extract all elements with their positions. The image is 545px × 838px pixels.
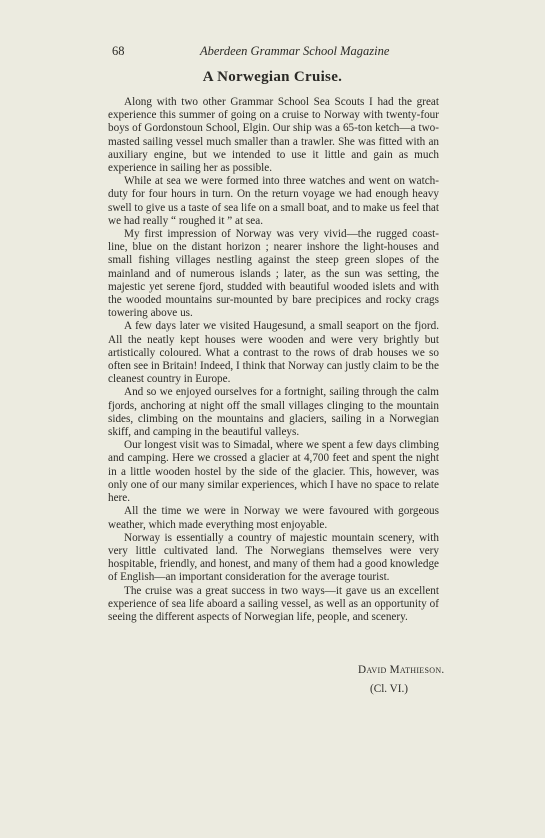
author-signature: David Mathieson. xyxy=(358,664,445,676)
paragraph: A few days later we visited Haugesund, a small seaport on the fjord. All the neatly kept houses were wooden and were very brightly but artistically coloured. What a contrast to the rows of drab houses we so often see in Britain! Indeed, I think that Norway can justly claim to be the cleanest country in Europe. xyxy=(108,320,439,386)
page-number: 68 xyxy=(112,44,125,58)
paragraph: My first impression of Norway was very vivid—the rugged coast-line, blue on the distant horizon ; nearer inshore the light-houses and small fishing villages nestling against the steep green slopes of the mainland and of numerous islands ; later, as the sun was setting, the majestic yet serene fjord, studded with beautiful wooded islets and with the wooded mountains sur-mounted by bare precipices and rocky crags towering above us. xyxy=(108,228,439,320)
paragraph: And so we enjoyed ourselves for a fortnight, sailing through the calm fjords, anchoring at night off the small villages clinging to the mountain sides, climbing on the mountains and glaciers, sailing in a Norwegian skiff, and camping in the beautiful valleys. xyxy=(108,386,439,439)
running-title: Aberdeen Grammar School Magazine xyxy=(200,44,390,58)
paragraph: Our longest visit was to Simadal, where we spent a few days climbing and camping. Here we crossed a glacier at 4,700 feet and spent the night in a little wooden hostel by the side of the glacier. This, however, was only one of our many similar experiences, which I have no space to relate here. xyxy=(108,439,439,505)
paragraph: While at sea we were formed into three watches and went on watch-duty for four hours in turn. On the return voyage we had enough heavy swell to give us a taste of sea life on a small boat, and to make us feel that we had really “ roughed it ” at sea. xyxy=(108,175,439,227)
article-body xyxy=(108,96,439,624)
author-class: (Cl. VI.) xyxy=(370,683,409,695)
paragraph: All the time we were in Norway we were favoured with gorgeous weather, which made everything most enjoyable. xyxy=(108,505,439,531)
paragraph: The cruise was a great success in two ways—it gave us an excellent experience of sea life aboard a sailing vessel, as well as an opportunity of seeing the different aspects of Norwegian life, people, and scenery. xyxy=(108,584,439,623)
article-title: A Norwegian Cruise. xyxy=(202,69,343,85)
paragraph: Norway is essentially a country of majestic mountain scenery, with very little cultivated land. The Norwegians themselves were very hospitable, friendly, and honest, and many of them had a good knowledge of English—an important consideration for the average tourist. xyxy=(108,531,439,584)
paragraph: Along with two other Grammar School Sea Scouts I had the great experience this summer of going on a cruise to Norway with twenty-four boys of Gordonstoun School, Elgin. Our ship was a 65-ton ketch—a two-masted sailing vessel much smaller than a trawler. She was fitted with an auxiliary engine, but we intended to use it little and gain as much experience in sailing her as possible. xyxy=(108,96,439,175)
running-header xyxy=(108,44,438,60)
